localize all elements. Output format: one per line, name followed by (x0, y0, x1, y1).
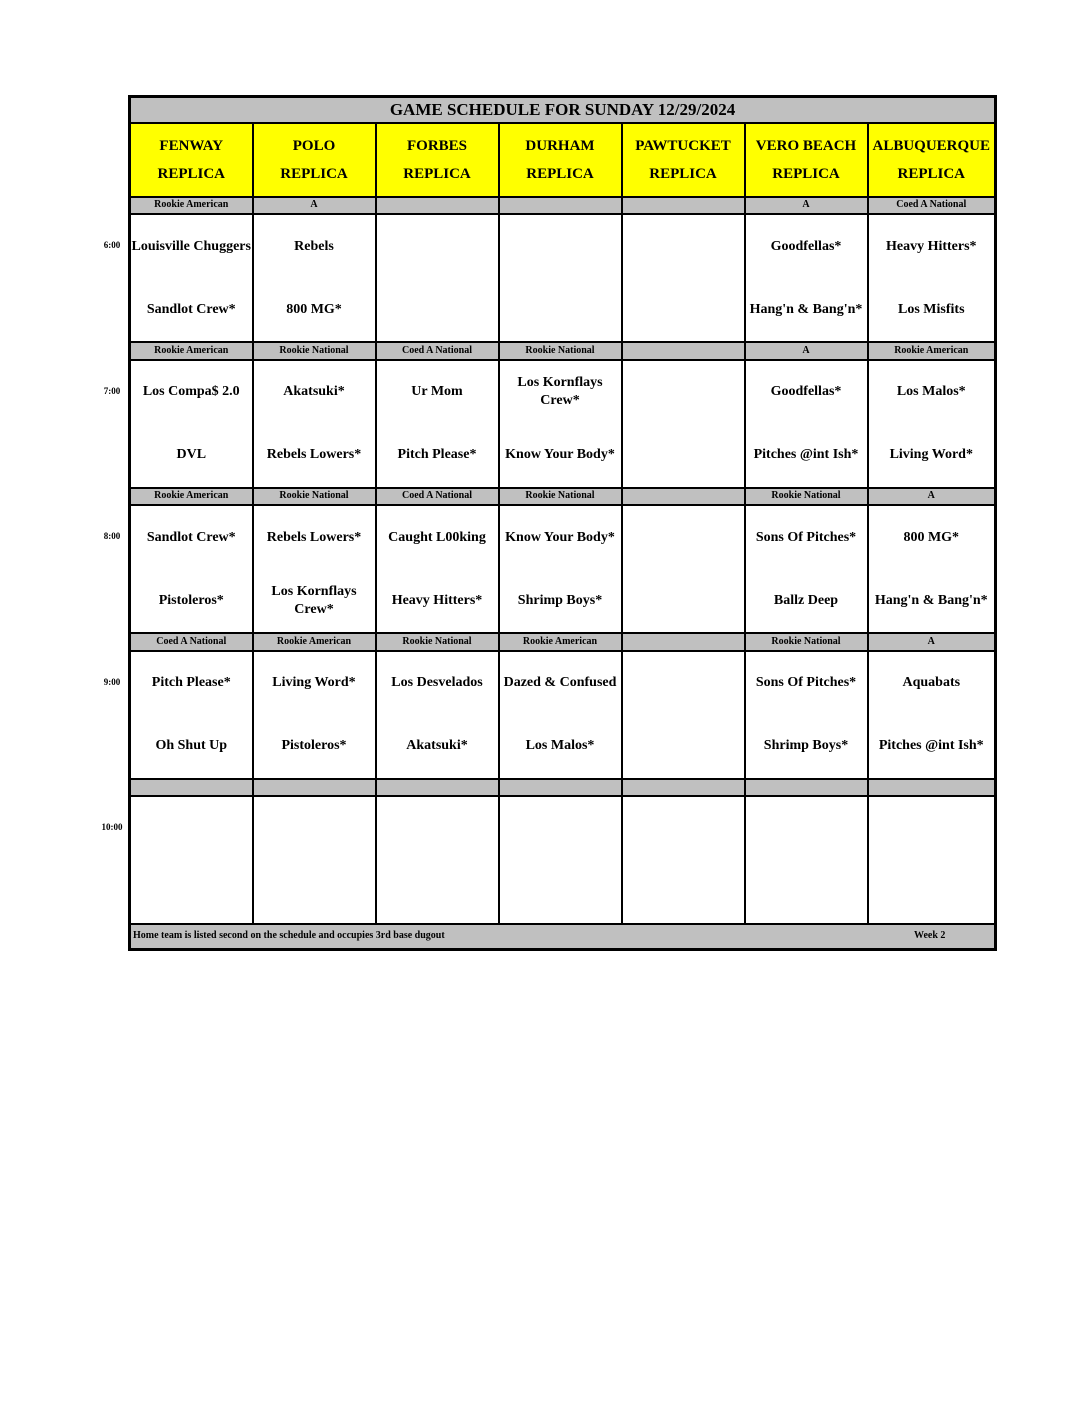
field-header (253, 123, 376, 196)
home-team-cell (376, 278, 499, 342)
time-slot-label: 9:00 (103, 676, 121, 687)
home-team-cell: Hang'n & Bang'n* (745, 278, 868, 342)
division-label (622, 488, 745, 505)
away-team-cell (376, 214, 499, 278)
division-label (745, 779, 868, 796)
away-team-cell: Living Word* (253, 651, 376, 715)
home-team-cell: Los Malos* (499, 715, 622, 779)
away-team-cell (130, 796, 253, 860)
division-label: Coed A National (376, 488, 499, 505)
away-team-cell: Los Compa$ 2.0 (130, 360, 253, 424)
division-row (130, 488, 996, 505)
division-label (253, 779, 376, 796)
home-team-cell (376, 860, 499, 924)
home-team-cell: Know Your Body* (499, 424, 622, 488)
division-label: Rookie American (499, 633, 622, 650)
home-team-cell (622, 860, 745, 924)
home-team-cell: 800 MG* (253, 278, 376, 342)
field-header-row (130, 123, 996, 196)
field-name: FORBES (406, 138, 467, 155)
division-label (499, 197, 622, 214)
field-header (745, 123, 868, 196)
away-team-cell (622, 796, 745, 860)
away-team-cell: Los Desvelados (376, 651, 499, 715)
away-team-cell (376, 796, 499, 860)
division-label: Rookie National (499, 488, 622, 505)
home-team-cell (868, 860, 996, 924)
home-team-row (130, 424, 996, 488)
away-team-cell: Los Malos* (868, 360, 996, 424)
division-label (499, 779, 622, 796)
division-label: Coed A National (868, 197, 996, 214)
field-subtitle: REPLICA (897, 166, 966, 183)
away-team-cell (622, 214, 745, 278)
away-team-cell (622, 651, 745, 715)
division-row (130, 342, 996, 359)
home-team-cell (130, 860, 253, 924)
away-team-row (130, 796, 996, 860)
division-label: Rookie National (745, 633, 868, 650)
away-team-cell: Pitch Please* (130, 651, 253, 715)
home-team-cell (622, 715, 745, 779)
division-label: Rookie National (745, 488, 868, 505)
away-team-cell: Sons Of Pitches* (745, 505, 868, 569)
away-team-cell: Caught L00king (376, 505, 499, 569)
field-subtitle: REPLICA (526, 166, 594, 183)
home-team-cell: Los Kornflays Crew* (253, 569, 376, 633)
home-team-cell (745, 860, 868, 924)
field-subtitle: REPLICA (772, 166, 840, 183)
division-label: Rookie American (130, 197, 253, 214)
division-label: Rookie National (499, 342, 622, 359)
division-label: Rookie National (376, 633, 499, 650)
away-team-cell (253, 796, 376, 860)
division-label: A (253, 197, 376, 214)
division-label (622, 342, 745, 359)
home-team-cell: Pistoleros* (130, 569, 253, 633)
division-label (622, 779, 745, 796)
field-subtitle: REPLICA (403, 166, 471, 183)
field-header (868, 123, 996, 196)
time-slot-label: 8:00 (103, 531, 121, 542)
schedule-title: GAME SCHEDULE FOR SUNDAY 12/29/2024 (130, 97, 996, 124)
away-team-cell (499, 796, 622, 860)
division-label (868, 779, 996, 796)
home-team-cell (499, 860, 622, 924)
away-team-row (130, 360, 996, 424)
home-team-cell: Ballz Deep (745, 569, 868, 633)
division-label: Rookie National (253, 488, 376, 505)
field-header (622, 123, 745, 196)
home-team-cell: Pitches @int Ish* (868, 715, 996, 779)
away-team-cell: Ur Mom (376, 360, 499, 424)
home-team-row (130, 860, 996, 924)
home-team-cell (622, 569, 745, 633)
title-row (130, 97, 996, 124)
division-label (376, 779, 499, 796)
away-team-cell: 800 MG* (868, 505, 996, 569)
away-team-cell: Akatsuki* (253, 360, 376, 424)
field-header (376, 123, 499, 196)
time-slot-label: 7:00 (103, 385, 121, 396)
home-team-cell: Hang'n & Bang'n* (868, 569, 996, 633)
away-team-row (130, 505, 996, 569)
division-label: A (868, 633, 996, 650)
home-team-row (130, 569, 996, 633)
division-label: Coed A National (376, 342, 499, 359)
home-team-cell: Sandlot Crew* (130, 278, 253, 342)
division-label (130, 779, 253, 796)
division-label (376, 197, 499, 214)
division-row (130, 779, 996, 796)
division-label: Rookie National (253, 342, 376, 359)
home-team-cell: Rebels Lowers* (253, 424, 376, 488)
away-team-cell: Rebels Lowers* (253, 505, 376, 569)
home-team-cell: Akatsuki* (376, 715, 499, 779)
home-team-cell: Living Word* (868, 424, 996, 488)
away-team-cell: Aquabats (868, 651, 996, 715)
division-label: Rookie American (868, 342, 996, 359)
home-team-cell: Los Misfits (868, 278, 996, 342)
home-team-cell: Pitches @int Ish* (745, 424, 868, 488)
away-team-cell: Sandlot Crew* (130, 505, 253, 569)
away-team-cell: Heavy Hitters* (868, 214, 996, 278)
home-team-row (130, 715, 996, 779)
home-team-cell (253, 860, 376, 924)
away-team-cell (622, 505, 745, 569)
time-slot-label: 10:00 (101, 822, 123, 833)
home-team-cell: Shrimp Boys* (499, 569, 622, 633)
away-team-cell: Goodfellas* (745, 360, 868, 424)
away-team-cell (622, 360, 745, 424)
division-row (130, 633, 996, 650)
time-slot-label: 6:00 (103, 240, 121, 251)
division-label: A (745, 342, 868, 359)
division-label: A (868, 488, 996, 505)
away-team-cell: Goodfellas* (745, 214, 868, 278)
field-subtitle: REPLICA (280, 166, 348, 183)
home-team-row (130, 278, 996, 342)
home-team-cell: Pitch Please* (376, 424, 499, 488)
home-team-cell (622, 424, 745, 488)
home-team-cell: Heavy Hitters* (376, 569, 499, 633)
field-subtitle: REPLICA (649, 166, 717, 183)
division-label (622, 197, 745, 214)
field-name: VERO BEACH (755, 138, 857, 155)
division-label: Rookie American (130, 488, 253, 505)
home-team-cell (499, 278, 622, 342)
division-row (130, 197, 996, 214)
division-label (622, 633, 745, 650)
away-team-row (130, 214, 996, 278)
field-name: ALBUQUERQUE (872, 138, 991, 155)
home-team-cell: DVL (130, 424, 253, 488)
field-name: PAWTUCKET (635, 138, 731, 155)
home-team-cell (622, 278, 745, 342)
away-team-cell: Louisville Chuggers (130, 214, 253, 278)
field-name: POLO (292, 138, 336, 155)
division-label: Rookie American (130, 342, 253, 359)
away-team-cell: Rebels (253, 214, 376, 278)
division-label: Coed A National (130, 633, 253, 650)
week-label: Week 2 (914, 930, 946, 942)
away-team-cell (745, 796, 868, 860)
field-subtitle: REPLICA (157, 166, 225, 183)
home-team-note: Home team is listed second on the schedule and occupies 3rd base dugout (133, 930, 445, 942)
footer-cell (130, 924, 996, 949)
away-team-cell (499, 214, 622, 278)
away-team-cell: Sons Of Pitches* (745, 651, 868, 715)
field-header (130, 123, 253, 196)
footer-row (130, 924, 996, 949)
home-team-cell: Oh Shut Up (130, 715, 253, 779)
away-team-cell (868, 796, 996, 860)
away-team-cell: Los Kornflays Crew* (499, 360, 622, 424)
division-label: Rookie American (253, 633, 376, 650)
home-team-cell: Shrimp Boys* (745, 715, 868, 779)
away-team-cell: Know Your Body* (499, 505, 622, 569)
away-team-cell: Dazed & Confused (499, 651, 622, 715)
field-name: FENWAY (159, 138, 224, 155)
away-team-row (130, 651, 996, 715)
schedule-table (128, 95, 997, 951)
division-label: A (745, 197, 868, 214)
field-name: DURHAM (525, 138, 595, 155)
field-header (499, 123, 622, 196)
home-team-cell: Pistoleros* (253, 715, 376, 779)
